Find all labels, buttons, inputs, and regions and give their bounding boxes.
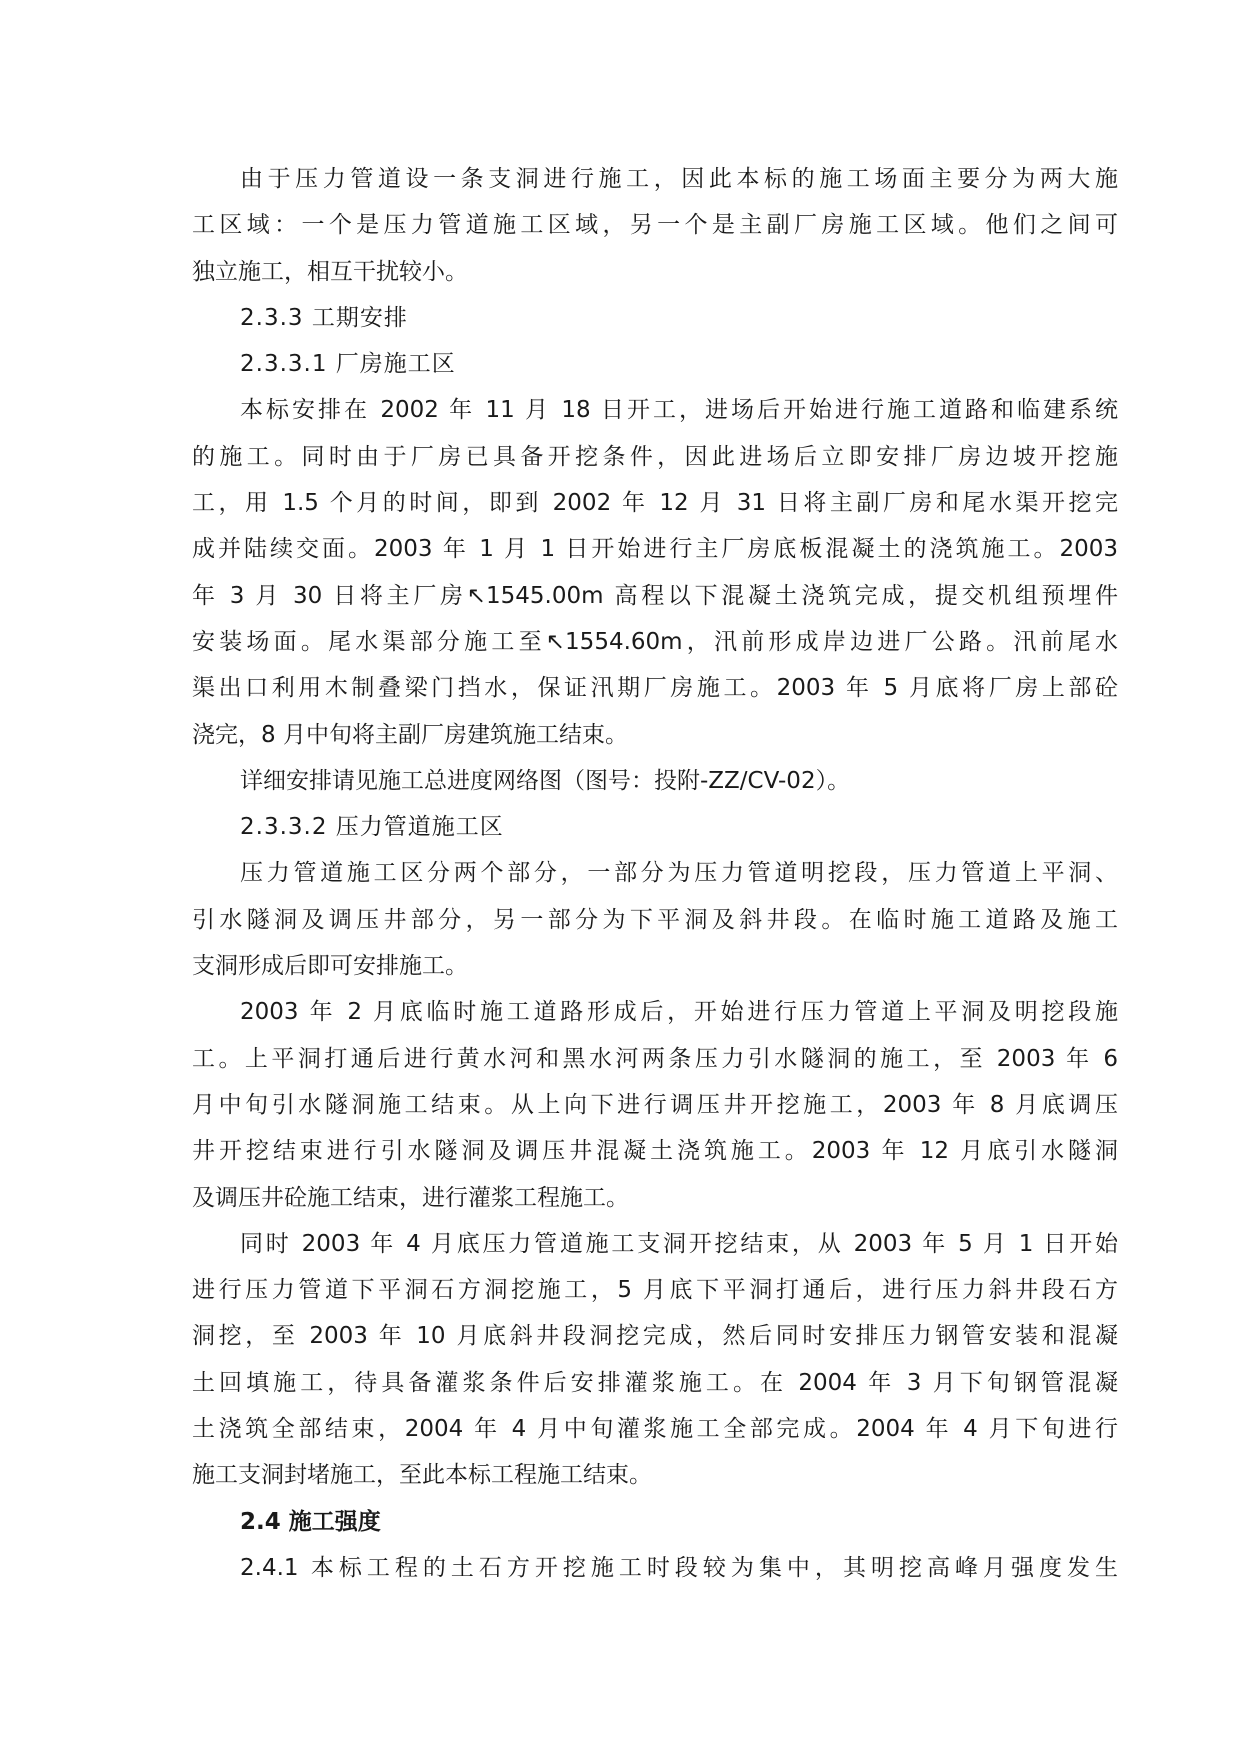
paragraph-line: 年 3 月 30 日将主厂房↖1545.00m 高程以下混凝土浇筑完成，提交机组预埋件: [192, 582, 1118, 609]
paragraph-line: 同时 2003 年 4 月底压力管道施工支洞开挖结束，从 2003 年 5 月 1 日开始: [240, 1230, 1118, 1257]
paragraph-line: 月中旬引水隧洞施工结束。从上向下进行调压井开挖施工，2003 年 8 月底调压: [192, 1091, 1118, 1118]
paragraph-line: 安装场面。尾水渠部分施工至↖1554.60m，汛前形成岸边进厂公路。汛前尾水: [192, 628, 1118, 655]
paragraph-line: 进行压力管道下平洞石方洞挖施工，5 月底下平洞打通后，进行压力斜井段石方: [192, 1277, 1118, 1304]
section-heading: 2.3.3.2 压力管道施工区: [240, 814, 504, 841]
paragraph-line: 渠出口利用木制叠梁门挡水，保证汛期厂房施工。2003 年 5 月底将厂房上部砼: [192, 675, 1118, 702]
paragraph-line: 成并陆续交面。2003 年 1 月 1 日开始进行主厂房底板混凝土的浇筑施工。2003: [192, 536, 1118, 563]
paragraph-line: 洞挖，至 2003 年 10 月底斜井段洞挖完成，然后同时安排压力钢管安装和混凝: [192, 1323, 1118, 1350]
paragraph-line: 引水隧洞及调压井部分，另一部分为下平洞及斜井段。在临时施工道路及施工: [192, 906, 1118, 933]
paragraph-line: 由于压力管道设一条支洞进行施工，因此本标的施工场面主要分为两大施: [240, 166, 1118, 192]
paragraph-line: 土浇筑全部结束，2004 年 4 月中旬灌浆施工全部完成。2004 年 4 月下旬进行: [192, 1416, 1118, 1443]
paragraph-line: 土回填施工，待具备灌浆条件后安排灌浆施工。在 2004 年 3 月下旬钢管混凝: [192, 1369, 1118, 1396]
paragraph-line: 工。上平洞打通后进行黄水河和黑水河两条压力引水隧洞的施工，至 2003 年 6: [192, 1045, 1118, 1072]
paragraph-line: 工区域：一个是压力管道施工区域，另一个是主副厂房施工区域。他们之间可: [192, 212, 1118, 239]
document-body: [192, 156, 1118, 1591]
paragraph-line: 浇完，8 月中旬将主副厂房建筑施工结束。: [192, 721, 628, 748]
paragraph-line: 的施工。同时由于厂房已具备开挖条件，因此进场后立即安排厂房边坡开挖施: [192, 443, 1118, 470]
paragraph-line: 支洞形成后即可安排施工。: [192, 953, 468, 980]
section-heading: 2.3.3 工期安排: [240, 304, 408, 331]
paragraph-line: 井开挖结束进行引水隧洞及调压井混凝土浇筑施工。2003 年 12 月底引水隧洞: [192, 1138, 1118, 1165]
paragraph-line: 本标安排在 2002 年 11 月 18 日开工，进场后开始进行施工道路和临建系统: [240, 397, 1118, 424]
paragraph-line: 压力管道施工区分两个部分，一部分为压力管道明挖段，压力管道上平洞、: [240, 860, 1118, 887]
paragraph-line: 工，用 1.5 个月的时间，即到 2002 年 12 月 31 日将主副厂房和尾水渠开挖完: [192, 490, 1118, 517]
paragraph-line: 独立施工，相互干扰较小。: [192, 258, 468, 285]
paragraph-line: 施工支洞封堵施工，至此本标工程施工结束。: [192, 1462, 652, 1489]
section-heading: 2.3.3.1 厂房施工区: [240, 351, 456, 378]
paragraph-line: 及调压井砼施工结束，进行灌浆工程施工。: [192, 1184, 629, 1211]
section-heading: 2.4 施工强度: [240, 1508, 381, 1535]
paragraph-line: 2.4.1 本标工程的土石方开挖施工时段较为集中，其明挖高峰月强度发生: [240, 1554, 1118, 1581]
paragraph-line: 详细安排请见施工总进度网络图（图号：投附-ZZ/CV-02）。: [240, 767, 851, 794]
paragraph-line: 2003 年 2 月底临时施工道路形成后，开始进行压力管道上平洞及明挖段施: [240, 999, 1118, 1026]
